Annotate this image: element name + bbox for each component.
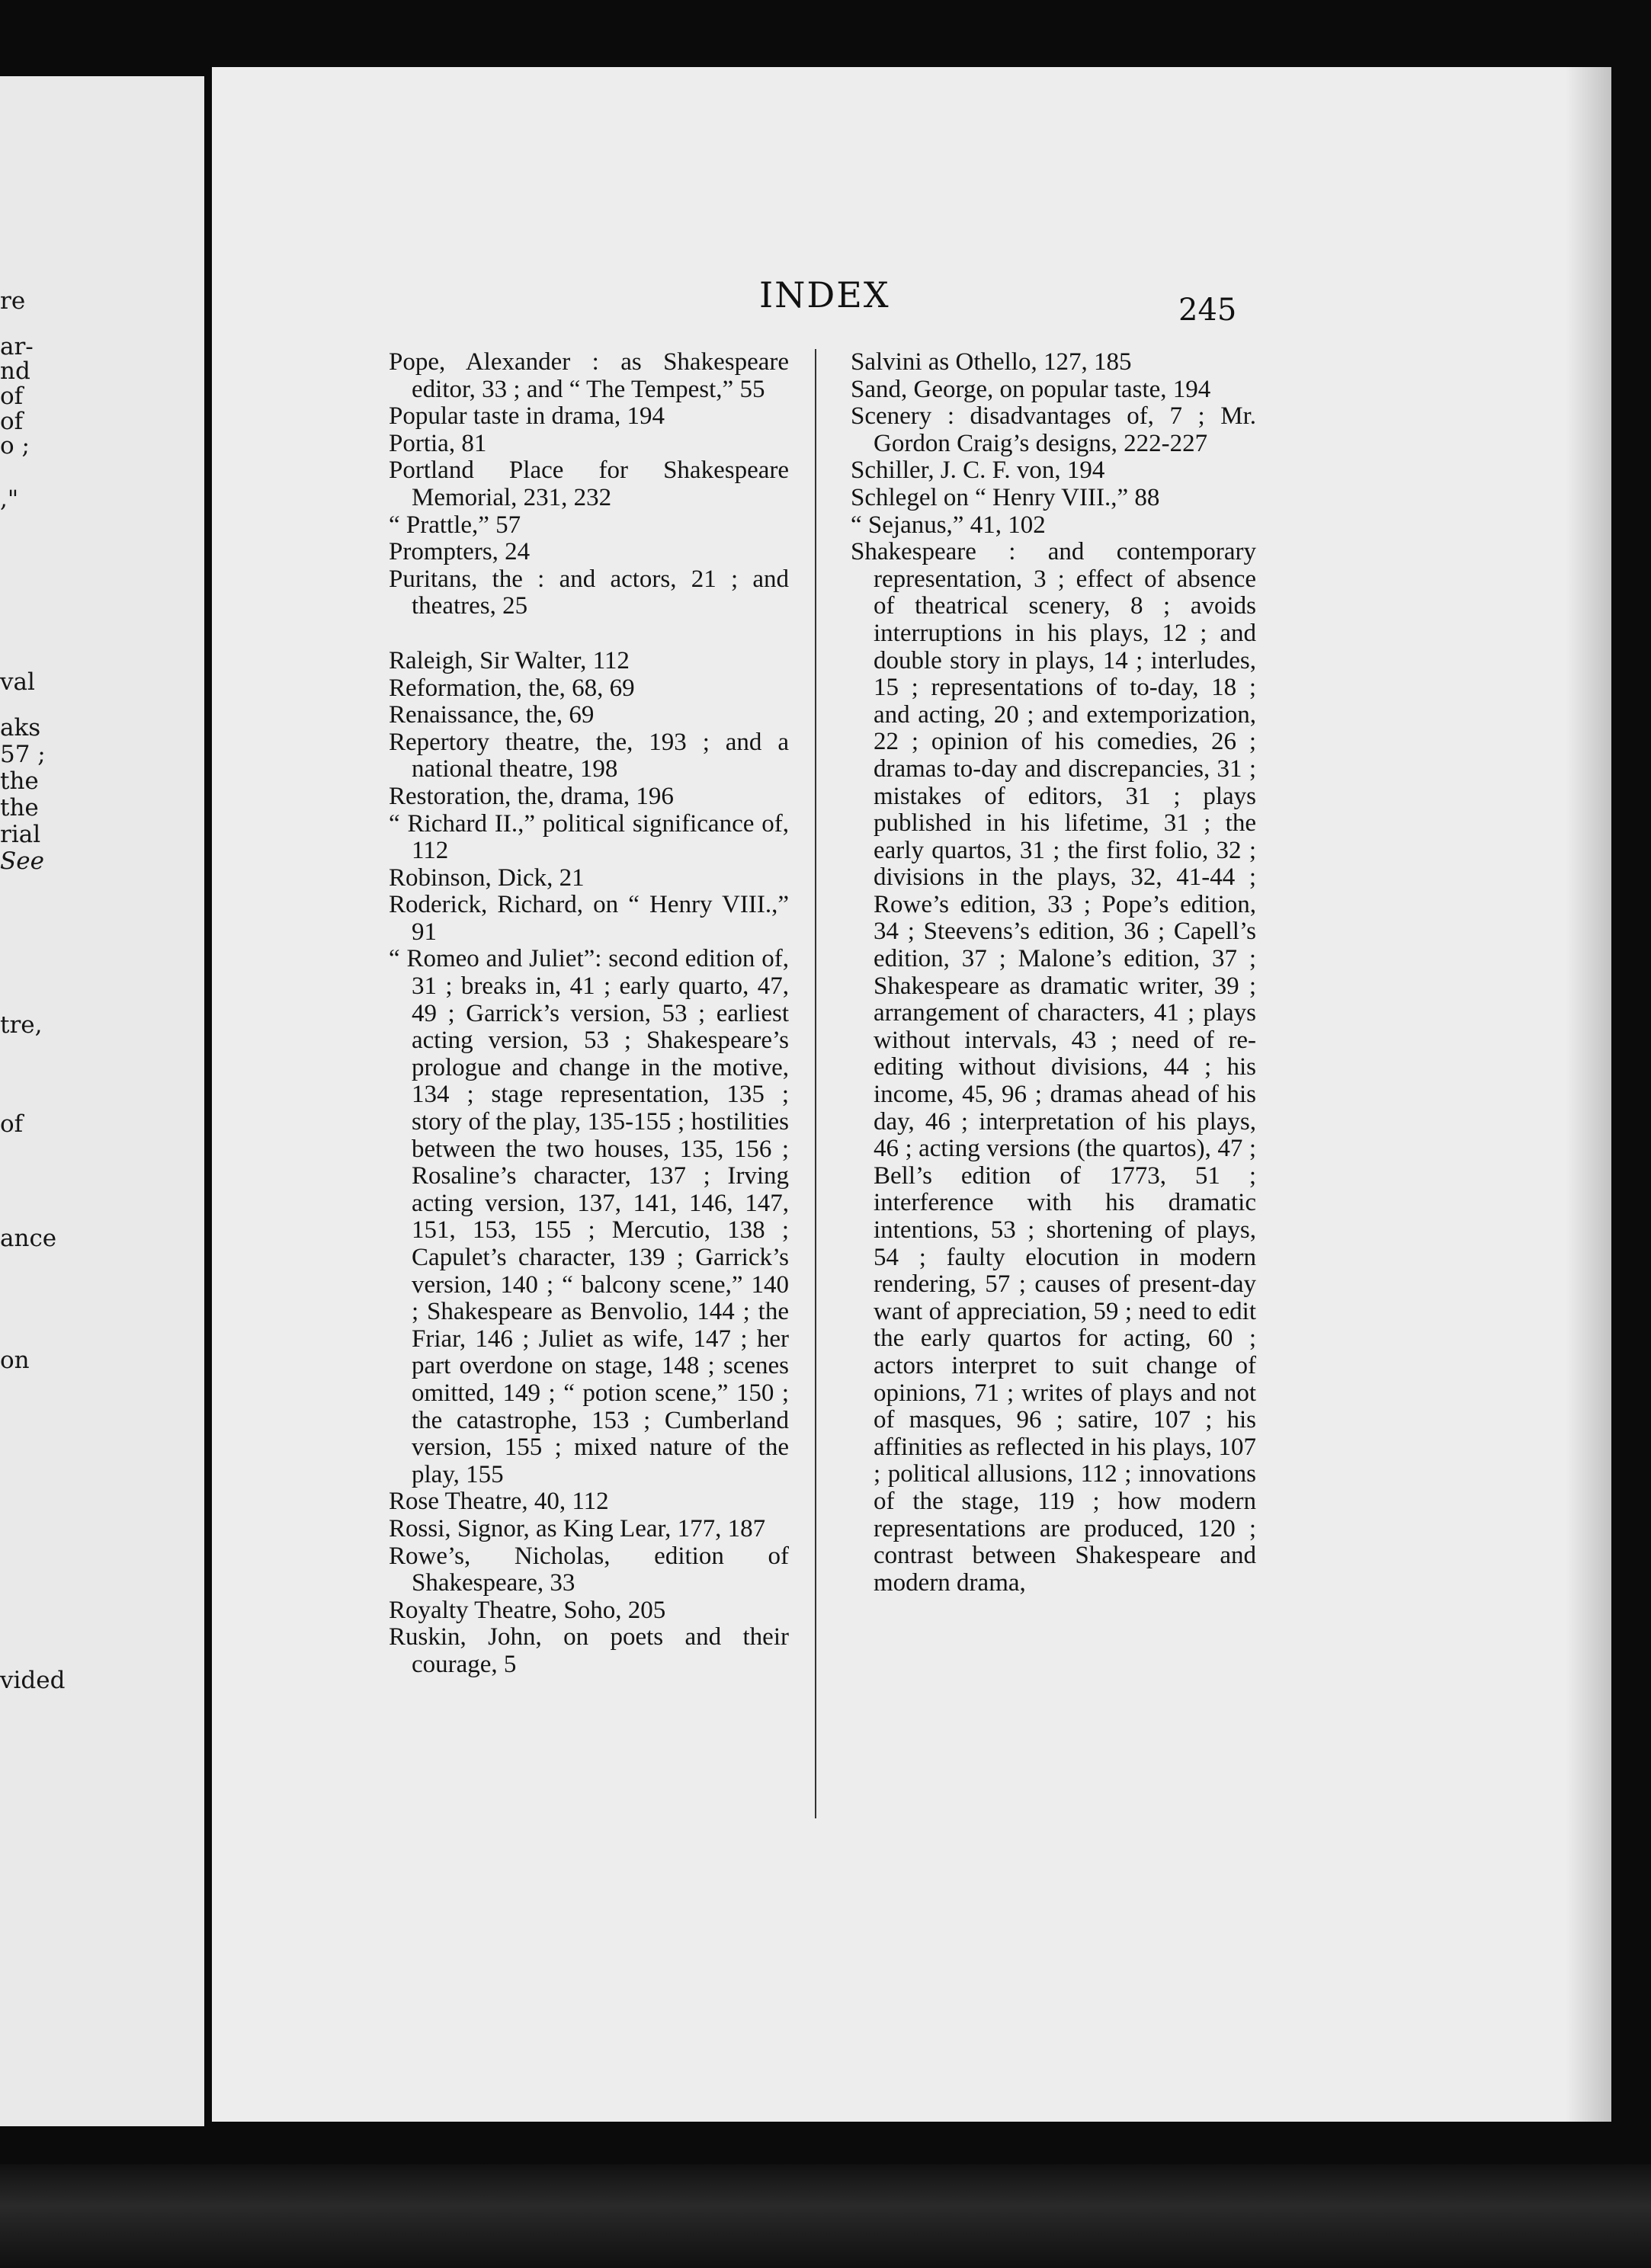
column-divider — [815, 349, 816, 1818]
index-entry: Pope, Alexander : as Shakespeare editor, 33 ; and “ The Tempest,” 55 — [389, 348, 789, 403]
index-entry: Restoration, the, drama, 196 — [389, 782, 674, 810]
page-number: 245 — [1178, 293, 1237, 328]
page-edge-shadow — [1566, 67, 1611, 2122]
left-page-text-fragment: 57 ; — [0, 741, 46, 768]
index-entry: Repertory theatre, the, 193 ; and a national theatre, 198 — [389, 728, 789, 783]
index-entry: Ruskin, John, on poets and their courage, 5 — [389, 1623, 789, 1678]
left-page-text-fragment: tre, — [0, 1011, 43, 1039]
index-entry: Schlegel on “ Henry VIII.,” 88 — [851, 483, 1160, 511]
left-page-text-fragment: o ; — [0, 432, 30, 460]
index-entry: “ Prattle,” 57 — [389, 511, 521, 539]
index-entry: Rowe’s, Nicholas, edition of Shakespeare, 33 — [389, 1542, 789, 1597]
index-entry: Sand, George, on popular taste, 194 — [851, 375, 1211, 403]
index-column-right — [851, 349, 1256, 1597]
index-entry: Reformation, the, 68, 69 — [389, 674, 635, 702]
index-entry: Prompters, 24 — [389, 538, 531, 566]
index-entry: Renaissance, the, 69 — [389, 701, 595, 729]
index-entry: Popular taste in drama, 194 — [389, 402, 665, 431]
left-page-text-fragment: ," — [0, 485, 19, 513]
index-entry: Rose Theatre, 40, 112 — [389, 1488, 609, 1516]
index-entry: Scenery : disadvantages of, 7 ; Mr. Gordon Craig’s designs, 222-227 — [851, 402, 1256, 457]
index-entry: Salvini as Othello, 127, 185 — [851, 348, 1132, 376]
index-entry: Royalty Theatre, Soho, 205 — [389, 1596, 666, 1624]
left-page-text-fragment: of — [0, 408, 24, 435]
index-entry: Roderick, Richard, on “ Henry VIII.,” 91 — [389, 891, 789, 946]
left-page-text-fragment: aks — [0, 714, 41, 742]
index-entry: “ Sejanus,” 41, 102 — [851, 511, 1046, 539]
index-entry: Robinson, Dick, 21 — [389, 863, 585, 892]
left-page-text-fragment: of — [0, 1110, 24, 1138]
index-entry: Raleigh, Sir Walter, 112 — [389, 646, 630, 674]
left-page-margin — [0, 76, 204, 2126]
left-page-text-fragment: nd — [0, 357, 30, 385]
index-entry: Portland Place for Shakespeare Memorial, 231, 232 — [389, 456, 789, 511]
left-page-text-fragment: of — [0, 383, 24, 410]
left-page-text-fragment: re — [0, 287, 26, 315]
index-entry: “ Romeo and Juliet”: second edition of, 31 ; breaks in, 41 ; early quarto, 47, 49 ; Garrick’s version, 53 ; earliest acting version, 53 ; Shakespeare’s prologue and change in the motive, 134 ; stage representation, 135 ; story of the play, 135-155 ; hostilities between the two houses, 135, 156 ; Rosaline’s character, 137 ; Irving acting version, 137, 141, 146, 147, 151, 153, 155 ; Mercutio, 138 ; Capulet’s character, 139 ; Garrick’s version, 140 ; “ balcony scene,” 140 ; Shakespeare as Benvolio, 144 ; the Friar, 146 ; Juliet as wife, 147 ; her part overdone on stage, 148 ; scenes omitted, 149 ; “ potion scene,” 150 ; the catastrophe, 153 ; Cumberland version, 155 ; mixed nature of the play, 155 — [389, 945, 789, 1488]
index-page — [212, 67, 1611, 2122]
book-bottom-edge — [0, 2164, 1651, 2268]
index-entry: Shakespeare : and contemporary representation, 3 ; effect of absence of theatrical scenery, 8 ; avoids interruptions in his plays, 12 ; and double story in plays, 14 ; interludes, 15 ; representations of to-day, 18 ; and acting, 20 ; and extemporization, 22 ; opinion of his comedies, 26 ; dramas to-day and discrepancies, 31 ; mistakes of editors, 31 ; plays published in his lifetime, 31 ; the early quartos, 31 ; the first folio, 32 ; divisions in the plays, 32, 41-44 ; Rowe’s edition, 33 ; Pope’s edition, 34 ; Steevens’s edition, 36 ; Capell’s edition, 37 ; Malone’s edition, 37 ; Shakespeare as dramatic writer, 39 ; arrangement of characters, 41 ; plays without intervals, 43 ; need of re-editing without divisions, 44 ; his income, 45, 96 ; dramas ahead of his day, 46 ; interpretation of his plays, 46 ; acting versions (the quartos), 47 ; Bell’s edition of 1773, 51 ; interference with his dramatic intentions, 53 ; shortening of plays, 54 ; faulty elocution in modern rendering, 57 ; causes of present-day want of appreciation, 59 ; need to edit the early quartos for acting, 60 ; actors interpret to suit change of opinions, 71 ; writes of plays and not of masques, 96 ; satire, 107 ; his affinities as reflected in his plays, 107 ; political allusions, 112 ; innovations of the stage, 119 ; how modern representations are produced, 120 ; contrast between Shakespeare and modern drama, — [851, 538, 1256, 1597]
index-entry: “ Richard II.,” political significance of, 112 — [389, 809, 789, 865]
left-page-text-fragment: ar- — [0, 333, 34, 360]
left-page-text-fragment: See — [0, 847, 44, 875]
left-page-text-fragment: the — [0, 794, 39, 822]
index-entry: Puritans, the : and actors, 21 ; and theatres, 25 — [389, 565, 789, 620]
index-entry: Rossi, Signor, as King Lear, 177, 187 — [389, 1514, 766, 1542]
index-column-left — [389, 349, 789, 1679]
left-page-text-fragment: vided — [0, 1667, 66, 1694]
left-page-text-fragment: the — [0, 767, 39, 795]
left-page-text-fragment: ance — [0, 1225, 57, 1252]
left-page-text-fragment: rial — [0, 821, 41, 848]
index-entry: Portia, 81 — [389, 429, 487, 457]
left-page-text-fragment: on — [0, 1347, 30, 1374]
page-heading: INDEX — [759, 274, 890, 316]
left-page-text-fragment: val — [0, 668, 35, 696]
index-entry: Schiller, J. C. F. von, 194 — [851, 456, 1105, 485]
